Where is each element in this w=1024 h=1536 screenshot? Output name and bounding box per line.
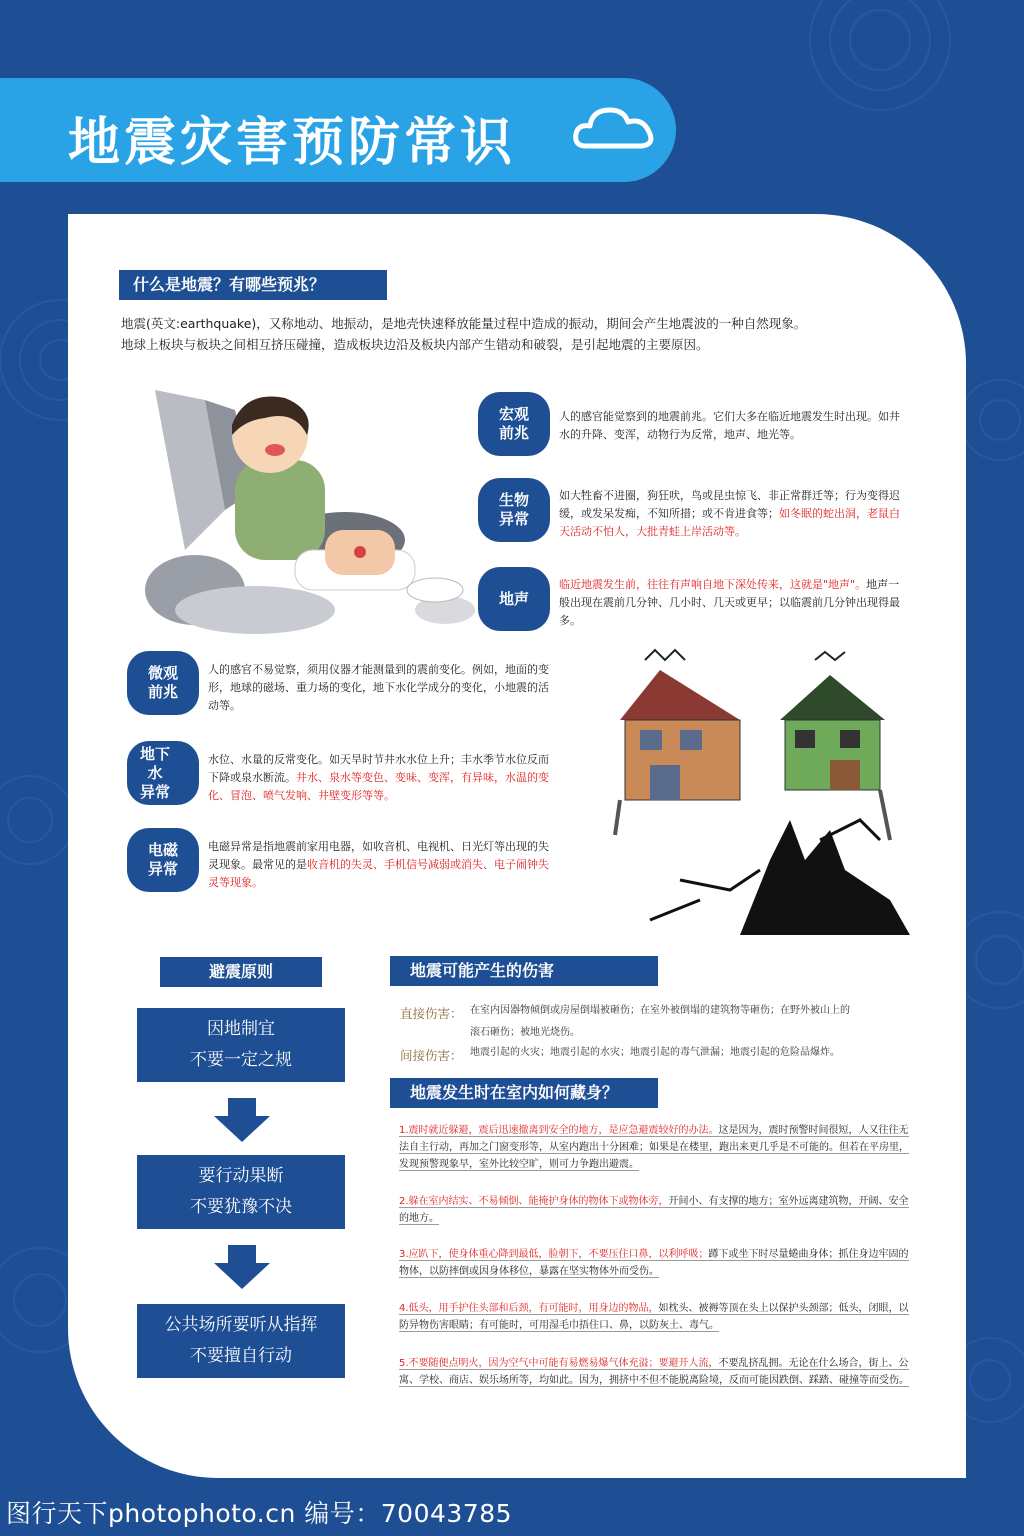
footer-watermark: 图行天下photophoto.cn 编号：70043785 (6, 1499, 513, 1528)
hide-tip-4: 4.低头，用手护住头部和后颈，有可能时，用身边的物品，如枕头、被褥等顶在头上以保护头颈部；低头，闭眼，以防异物伤害眼睛；有可能时，可用湿毛巾捂住口、鼻，以防灰土、毒气。 (399, 1303, 909, 1331)
intro-line-2: 地球上板块与板块之间相互挤压碰撞，造成板块边沿及板块内部产生错动和破裂，是引起地震的主要原因。 (121, 337, 709, 352)
hide-tip-5: 5.不要随便点明火，因为空气中可能有易燃易爆气体充溢；要避开人流，不要乱挤乱拥。无论在什么场合，街上、公寓、学校、商店、娱乐场所等，均如此。因为，拥挤中不但不能脱离险境，反而可能因跌倒、踩踏、碰撞等而受伤。 (399, 1358, 909, 1386)
injured-boy-illustration (145, 390, 485, 640)
principle-box-1: 因地制宜 不要一定之规 (137, 1008, 345, 1082)
cloud-icon (572, 98, 656, 158)
intro-line-1: 地震(英文:earthquake)，又称地动、地振动，是地壳快速释放能量过程中造成的振动，期间会产生地震波的一种自然现象。 (121, 316, 807, 331)
sign-desc-sound: 临近地震发生前，往往有声响自地下深处传来，这就是"地声"。地声一般出现在震前几分钟、几小时、几天或更早；以临震前几分钟出现得最多。 (559, 578, 900, 627)
hide-tip-3: 3.应趴下，使身体重心降到最低，脸朝下，不要压住口鼻，以利呼吸；蹲下或坐下时尽量蜷曲身体；抓住身边牢固的物体，以防摔倒或因身体移位，暴露在坚实物体外而受伤。 (399, 1249, 909, 1277)
direct-harm-text-1: 在室内因器物倾倒或房屋倒塌被砸伤；在室外被倒塌的建筑物等砸伤；在野外被山上的 (470, 1005, 850, 1016)
collapsing-houses-illustration (590, 640, 920, 940)
sign-desc-bio: 如大牲畜不进圈，狗狂吠，鸟或昆虫惊飞、非正常群迁等；行为变得迟缓，或发呆发痴，不知所措；或不肯进食等；如冬眠的蛇出洞，老鼠白天活动不怕人，大批青蛙上岸活动等。 (559, 489, 900, 538)
section-heading-what-is-earthquake: 什么是地震？有哪些预兆？ (119, 270, 387, 300)
principles-heading: 避震原则 (160, 957, 322, 987)
sign-desc-em: 电磁异常是指地震前家用电器，如收音机、电视机、日光灯等出现的失灵现象。最常见的是收音机的失灵、手机信号减弱或消失、电子闹钟失灵等现象。 (208, 840, 549, 889)
page-title: 地震灾害预防常识 (68, 113, 517, 173)
sign-label-groundwater: 地下水 异常 (127, 741, 199, 805)
sign-desc-macro: 人的感官能觉察到的地震前兆。它们大多在临近地震发生时出现。如井水的升降、变浑，动物行为反常，地声、地光等。 (559, 410, 900, 441)
down-arrow-icon (214, 1245, 270, 1289)
sign-label-sound: 地声 (478, 567, 550, 631)
hide-tip-1: 1.震时就近躲避，震后迅速撤离到安全的地方，是应急避震较好的办法。这是因为，震时预警时间很短，人又往往无法自主行动，再加之门窗变形等，从室内跑出十分困难；如果是在楼里，跑出来更几乎是不可能的。但若在平房里，发现预警现象早，室外比较空旷，则可力争跑出避震。 (399, 1125, 909, 1170)
sign-desc-groundwater: 水位、水量的反常变化。如天旱时节井水水位上升；丰水季节水位反而下降或泉水断流。井水、泉水等变色、变味、变浑，有异味，水温的变化、冒泡、喷气发响、井壁变形等等。 (208, 753, 549, 802)
sign-label-micro: 微观 前兆 (127, 651, 199, 715)
principle-box-2: 要行动果断 不要犹豫不决 (137, 1155, 345, 1229)
indirect-harm-text: 地震引起的火灾；地震引起的水灾；地震引起的毒气泄漏；地震引起的危险品爆炸。 (470, 1047, 840, 1058)
sign-label-macro: 宏观 前兆 (478, 392, 550, 456)
sign-label-bio: 生物 异常 (478, 478, 550, 542)
indirect-harm-label: 间接伤害： (400, 1048, 463, 1063)
direct-harm-label: 直接伤害： (400, 1006, 463, 1021)
sign-desc-micro: 人的感官不易觉察，须用仪器才能测量到的震前变化。例如，地面的变形，地球的磁场、重力场的变化，地下水化学成分的变化，小地震的活动等。 (208, 663, 549, 712)
harms-heading: 地震可能产生的伤害 (390, 956, 658, 986)
hide-tip-2: 2.躲在室内结实、不易倾倒、能掩护身体的物体下或物体旁，开间小、有支撑的地方；室外远离建筑物，开阔、安全的地方。 (399, 1196, 909, 1224)
down-arrow-icon (214, 1098, 270, 1142)
principle-box-3: 公共场所要听从指挥 不要擅自行动 (137, 1304, 345, 1378)
sign-label-em: 电磁 异常 (127, 828, 199, 892)
hide-heading: 地震发生时在室内如何藏身？ (390, 1078, 658, 1108)
direct-harm-text-2: 滚石砸伤；被地光烧伤。 (470, 1027, 580, 1038)
